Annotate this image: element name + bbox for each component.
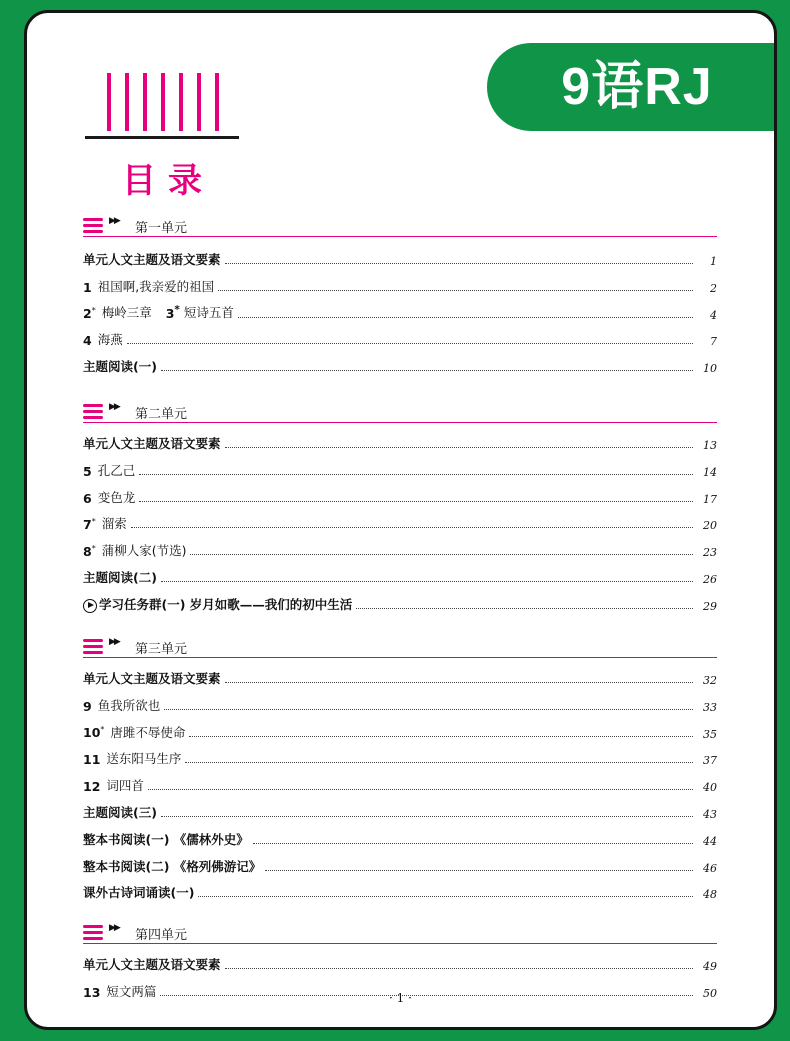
page-ref: 35 (703, 727, 717, 741)
dot-leader (185, 762, 693, 763)
lesson-number: 3* (165, 303, 180, 321)
dot-leader (190, 554, 693, 555)
lesson-number: 4 (83, 333, 92, 349)
entry-title: 学习任务群(一) 岁月如歌——我们的初中生活 (99, 596, 353, 612)
grade-badge: 9语RJ (487, 43, 777, 131)
entry-title: 单元人文主题及语文要素 (83, 436, 221, 451)
header-rule (85, 136, 239, 139)
toc-entry[interactable] (83, 275, 717, 295)
double-arrow-icon: ▶▶ (109, 402, 119, 412)
double-arrow-icon: ▶▶ (109, 923, 119, 933)
unit-label: 第一单元 (135, 221, 188, 236)
stripe (197, 73, 201, 131)
toc-entry[interactable] (83, 459, 717, 479)
page-ref: 29 (703, 599, 717, 613)
entry-title: 单元人文主题及语文要素 (83, 252, 221, 267)
entry-title: 蒲柳人家(节选) (101, 543, 187, 559)
lesson-number: 10* (83, 725, 105, 741)
lesson-number: 9 (83, 698, 92, 714)
entry-title: 鱼我所欲也 (97, 697, 161, 713)
lesson-number: 2* (83, 306, 96, 322)
entry-title: 整本书阅读(二) 《格列佛游记》 (83, 858, 262, 874)
play-icon (83, 599, 97, 613)
entry-title: 课外古诗词诵读(一) (83, 885, 195, 901)
toc-entry[interactable] (83, 432, 717, 452)
dot-leader (164, 709, 693, 710)
dot-leader (265, 870, 693, 871)
entry-title: 主题阅读(三) (83, 805, 157, 820)
page-ref: 49 (703, 960, 717, 973)
stripe (125, 73, 129, 131)
page-ref: 50 (703, 986, 717, 1000)
unit-label: 第四单元 (135, 928, 188, 943)
toc-entry[interactable] (83, 355, 717, 375)
dot-leader (161, 816, 693, 817)
dot-leader (356, 608, 693, 609)
toc-entry[interactable] (83, 953, 717, 973)
dot-leader (148, 789, 693, 790)
page-ref: 32 (703, 674, 717, 687)
entry-title: 唐雎不辱使命 (110, 724, 186, 740)
entry-title: 送东阳马生序 (106, 751, 182, 767)
entry-title: 单元人文主题及语文要素 (83, 671, 221, 686)
toc-entry[interactable] (83, 539, 717, 559)
dot-leader (161, 581, 693, 582)
decorative-stripes (107, 73, 219, 131)
optional-star: * (174, 303, 180, 316)
page-ref: 48 (703, 888, 717, 902)
entry-title: 海燕 (97, 332, 123, 348)
unit-label: 第二单元 (135, 407, 188, 422)
unit-label: 第三单元 (135, 642, 188, 657)
stripe (143, 73, 147, 131)
toc-entry[interactable] (83, 881, 717, 901)
lesson-number: 13 (83, 984, 101, 1000)
page-ref: 40 (703, 781, 717, 795)
page-ref: 7 (710, 335, 717, 349)
page-ref: 46 (703, 861, 717, 875)
page-ref: 2 (710, 281, 717, 295)
entry-title: 变色龙 (97, 489, 136, 505)
page-ref: 13 (703, 439, 717, 452)
dot-leader (198, 896, 693, 897)
toc-entry[interactable] (83, 593, 717, 613)
page-ref: 10 (703, 362, 717, 376)
book-stack-icon (83, 923, 105, 941)
entry-title: 主题阅读(一) (83, 359, 157, 375)
lesson-number: 12 (83, 779, 101, 795)
entry-title: 梅岭三章 3* 短诗五首 (101, 303, 234, 321)
dot-leader (218, 290, 693, 291)
stripe (179, 73, 183, 131)
page-ref: 44 (703, 834, 717, 848)
entry-title: 整本书阅读(一) 《儒林外史》 (83, 831, 249, 847)
entry-title: 主题阅读(二) (83, 570, 157, 585)
book-stack-icon (83, 637, 105, 655)
lesson-number: 1 (83, 279, 92, 295)
page-ref: 20 (703, 519, 717, 533)
entry-title: 词四首 (106, 778, 144, 794)
toc-entry[interactable] (83, 801, 717, 821)
dot-leader (161, 370, 693, 371)
dot-leader (127, 343, 693, 344)
book-stack-icon (83, 402, 105, 420)
toc-entry[interactable] (83, 302, 717, 322)
toc-entry[interactable] (83, 694, 717, 714)
page-ref: 26 (703, 573, 717, 586)
toc-entry[interactable] (83, 328, 717, 348)
page-ref: 43 (703, 808, 717, 821)
optional-star: * (91, 517, 96, 527)
toc-entry[interactable] (83, 486, 717, 506)
page-ref: 4 (710, 308, 717, 322)
stripe (161, 73, 165, 131)
unit-header (83, 635, 717, 658)
optional-star: * (91, 544, 96, 554)
toc-entry[interactable] (83, 248, 717, 268)
dot-leader (225, 682, 693, 683)
lesson-number: 6 (83, 490, 92, 506)
dot-leader (225, 968, 693, 969)
toc-entry[interactable] (83, 774, 717, 794)
page-ref: 17 (703, 492, 717, 506)
dot-leader (225, 263, 693, 264)
toc-entry[interactable] (83, 855, 717, 875)
lesson-number: 5 (83, 463, 92, 479)
entry-title: 单元人文主题及语文要素 (83, 957, 221, 972)
toc-entry[interactable] (83, 721, 717, 741)
page-ref: 33 (703, 700, 717, 714)
book-stack-icon (83, 216, 105, 234)
double-arrow-icon: ▶▶ (109, 216, 119, 226)
toc-entry[interactable] (83, 747, 717, 767)
entry-title: 孔乙己 (97, 462, 136, 478)
double-arrow-icon: ▶▶ (109, 637, 119, 647)
dot-leader (238, 317, 693, 318)
entry-title: 溜索 (101, 516, 127, 532)
toc-entry[interactable] (83, 667, 717, 687)
document-page (24, 10, 777, 1030)
page-title: 目录 (122, 161, 214, 201)
entry-title: 祖国啊,我亲爱的祖国 (97, 278, 215, 294)
dot-leader (253, 843, 693, 844)
dot-leader (225, 447, 693, 448)
lesson-number: 8* (83, 544, 96, 560)
dot-leader (131, 527, 693, 528)
optional-star: * (100, 725, 105, 735)
dot-leader (139, 474, 693, 475)
lesson-number: 7* (83, 517, 96, 533)
dot-leader (139, 501, 693, 502)
lesson-number: 11 (83, 752, 101, 768)
stripe (107, 73, 111, 131)
page-ref: 23 (703, 546, 717, 560)
optional-star: * (91, 306, 96, 316)
unit-header (83, 400, 717, 423)
page-number: · 1 · (389, 991, 412, 1005)
toc-entry[interactable] (83, 828, 717, 848)
dot-leader (189, 736, 693, 737)
page-ref: 37 (703, 754, 717, 768)
page-ref: 14 (703, 465, 717, 479)
stripe (215, 73, 219, 131)
toc-entry[interactable] (83, 512, 717, 532)
toc-entry[interactable] (83, 566, 717, 586)
unit-header (83, 214, 717, 237)
page-ref: 1 (710, 255, 717, 268)
unit-header (83, 921, 717, 944)
entry-title: 短文两篇 (106, 983, 157, 999)
